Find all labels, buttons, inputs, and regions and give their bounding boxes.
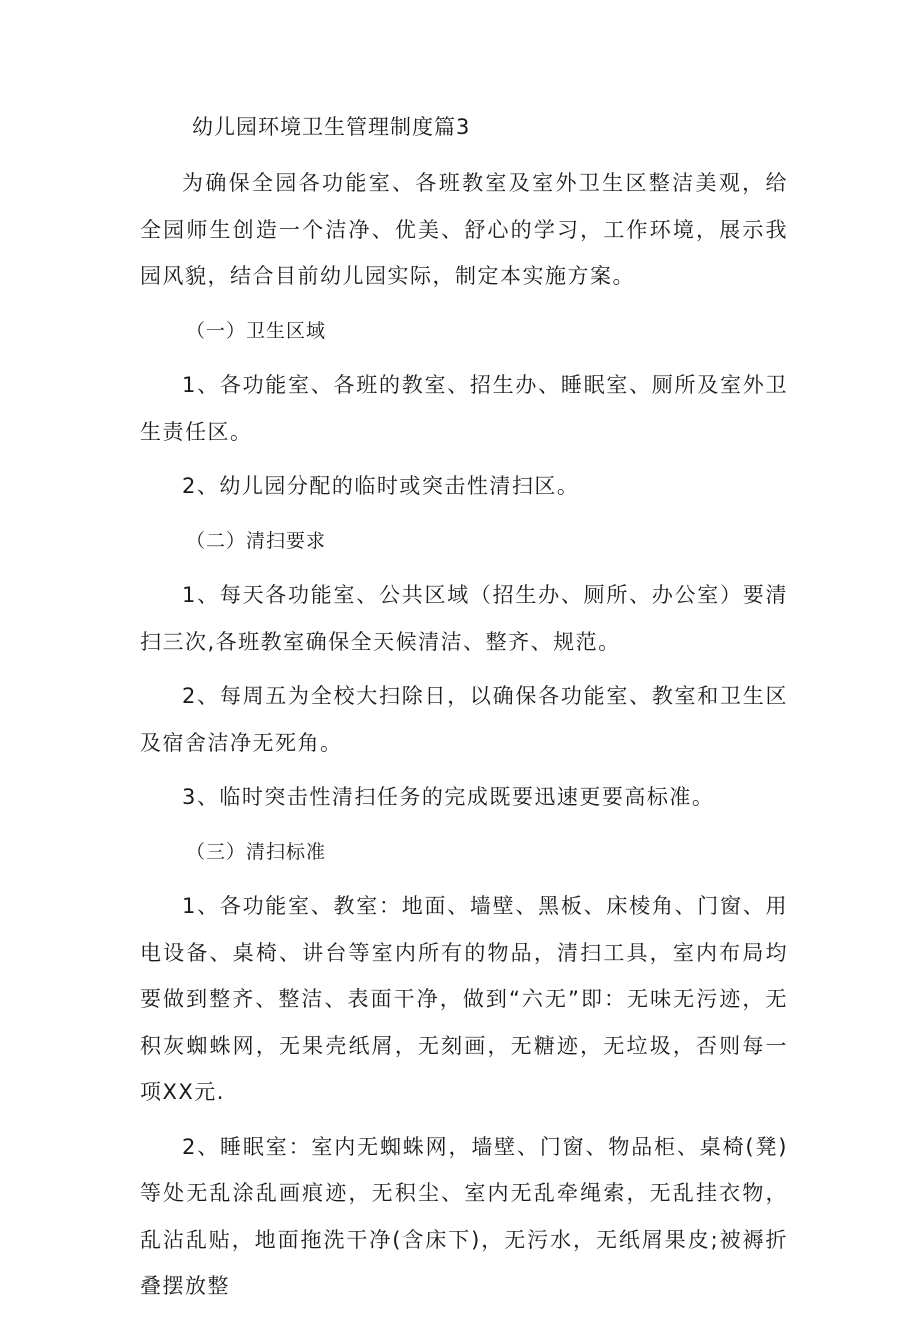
document-body — [140, 104, 788, 1318]
section-heading-sanitation-area: （一）卫生区域 — [186, 319, 327, 342]
intro-paragraph: 为确保全园各功能室、各班教室及室外卫生区整洁美观，给全园师生创造一个洁净、优美、舒心的学习，工作环境，展示我园风貌，结合目前幼儿园实际，制定本实施方案。 — [140, 171, 788, 288]
section2-item-3: 3、临时突击性清扫任务的完成既要迅速更要高标准。 — [182, 785, 715, 809]
section1-item-1: 1、各功能室、各班的教室、招生办、睡眠室、厕所及室外卫生责任区。 — [140, 373, 788, 444]
document-title: 幼儿园环境卫生管理制度篇3 — [192, 115, 471, 139]
section-heading-cleaning-requirements: （二）清扫要求 — [186, 529, 327, 552]
section2-item-1: 1、每天各功能室、公共区域（招生办、厕所、办公室）要清扫三次,各班教室确保全天候清洁、整齐、规范。 — [140, 583, 788, 654]
section1-item-2: 2、幼儿园分配的临时或突击性清扫区。 — [182, 474, 580, 498]
section3-item-1: 1、各功能室、教室：地面、墙壁、黑板、床棱角、门窗、用电设备、桌椅、讲台等室内所有的物品，清扫工具，室内布局均要做到整齐、整洁、表面干净，做到“六无”即：无味无污迹，无积灰蜘蛛网，无果壳纸屑，无刻画，无糖迹，无垃圾，否则每一项XX元. — [140, 894, 788, 1104]
section3-item-2: 2、睡眠室：室内无蜘蛛网，墙壁、门窗、物品柜、桌椅(凳)等处无乱涂乱画痕迹，无积尘、室内无乱牵绳索，无乱挂衣物，乱沾乱贴，地面拖洗干净(含床下)，无污水，无纸屑果皮;被褥折叠摆放整 — [140, 1134, 788, 1298]
section-heading-cleaning-standards: （三）清扫标准 — [186, 840, 327, 863]
section2-item-2: 2、每周五为全校大扫除日，以确保各功能室、教室和卫生区及宿舍洁净无死角。 — [140, 684, 788, 755]
